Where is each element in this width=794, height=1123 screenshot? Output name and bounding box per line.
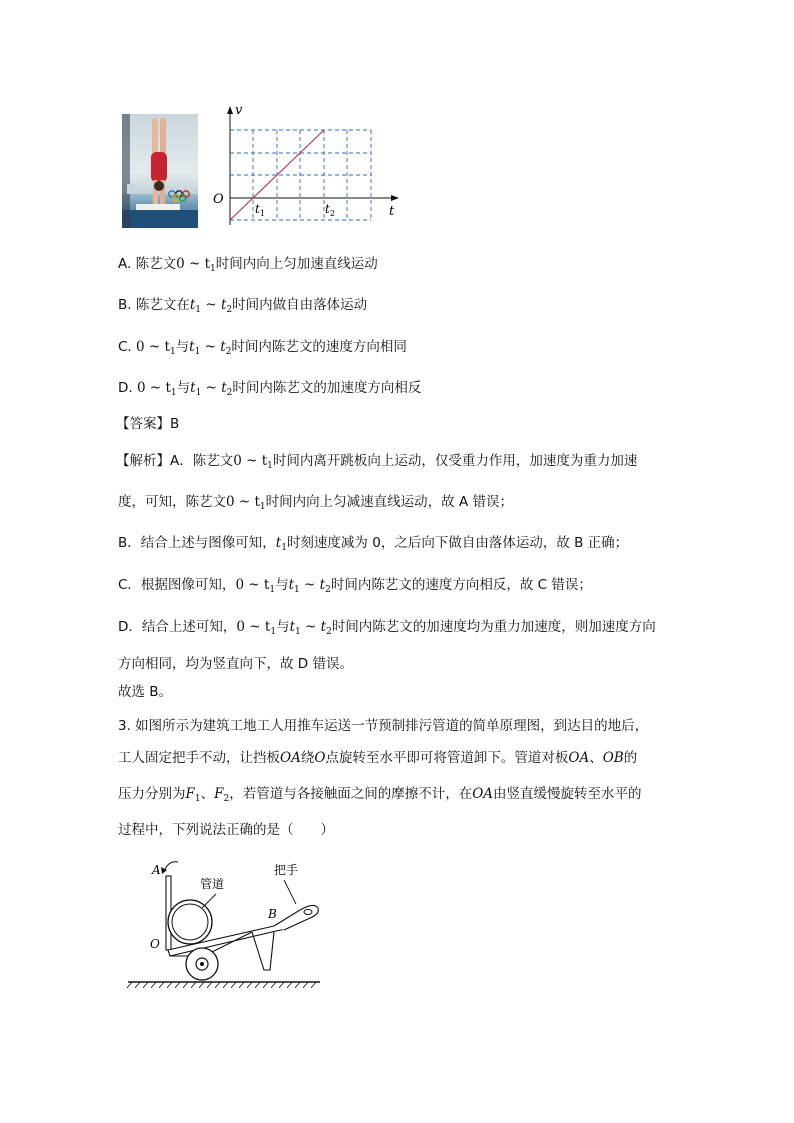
pipe	[168, 900, 212, 944]
option-c: C. 0 ~ $t_1$与$t_1$ ~ $t_2$时间内陈艺文的速度方向相同	[118, 339, 407, 357]
diver-photo	[122, 114, 198, 228]
analysis-c: C．根据图像可知，0 ~ $t_1$与$t_1$ ~ $t_2$时间内陈艺文的速度方向相反，故 C 错误；	[118, 577, 592, 595]
analysis-d-line2: 方向相同，均为竖直向下，故 D 错误。	[118, 656, 353, 672]
velocity-time-graph	[205, 100, 405, 230]
analysis-a-line2: 度，可知，陈艺文0 ~ $t_1$时间内向上匀减速直线运动，故 A 错误；	[118, 494, 513, 512]
point-a-label: A	[152, 863, 161, 877]
origin-label: O	[213, 192, 224, 207]
analysis-b: B．结合上述与图像可知，$t_1$时刻速度减为 0，之后向下做自由落体运动，故 B 正确；	[118, 535, 629, 553]
analysis-conclusion: 故选 B。	[118, 684, 173, 700]
t1-tick-label: $t_1$	[255, 202, 265, 218]
option-d: D. 0 ~ $t_1$与$t_1$ ~ $t_2$时间内陈艺文的加速度方向相反	[118, 380, 422, 398]
point-b-label: B	[268, 907, 277, 921]
question3-line1: 3. 如图所示为建筑工地工人用推车运送一节预制排污管道的简单原理图，到达目的地后，	[118, 718, 649, 734]
question3-line4: 过程中，下列说法正确的是（ ）	[118, 822, 334, 838]
pipe-label: 管道	[200, 877, 225, 891]
v-axis-label: v	[235, 103, 243, 118]
analysis-a-line1: 【解析】A．陈艺文0 ~ $t_1$时间内离开跳板向上运动，仅受重力作用，加速度为重力加速	[116, 453, 638, 471]
option-a: A. 陈艺文0 ~ $t_1$时间内向上匀加速直线运动	[118, 256, 378, 274]
cart-handle	[274, 905, 318, 930]
point-o-label: O	[150, 937, 160, 951]
option-b: B. 陈艺文在$t_1$ ~ $t_2$时间内做自由落体运动	[118, 297, 368, 315]
t-axis-label: t	[389, 204, 395, 219]
handle-label: 把手	[274, 863, 299, 877]
answer-line: 【答案】B	[116, 416, 180, 432]
analysis-d-line1: D．结合上述可知，0 ~ $t_1$与$t_1$ ~ $t_2$时间内陈艺文的加速度均为重力加速度，则加速度方向	[118, 619, 656, 637]
cart-figure	[124, 852, 324, 992]
t2-tick-label: $t_2$	[325, 202, 335, 218]
question3-line2: 工人固定把手不动，让挡板OA绕O点旋转至水平即可将管道卸下。管道对板OA、OB的	[118, 750, 638, 766]
question3-line3: 压力分别为$F_1$、$F_2$，若管道与各接触面之间的摩擦不计，在OA由竖直缓慢旋转至水平的	[118, 786, 642, 804]
